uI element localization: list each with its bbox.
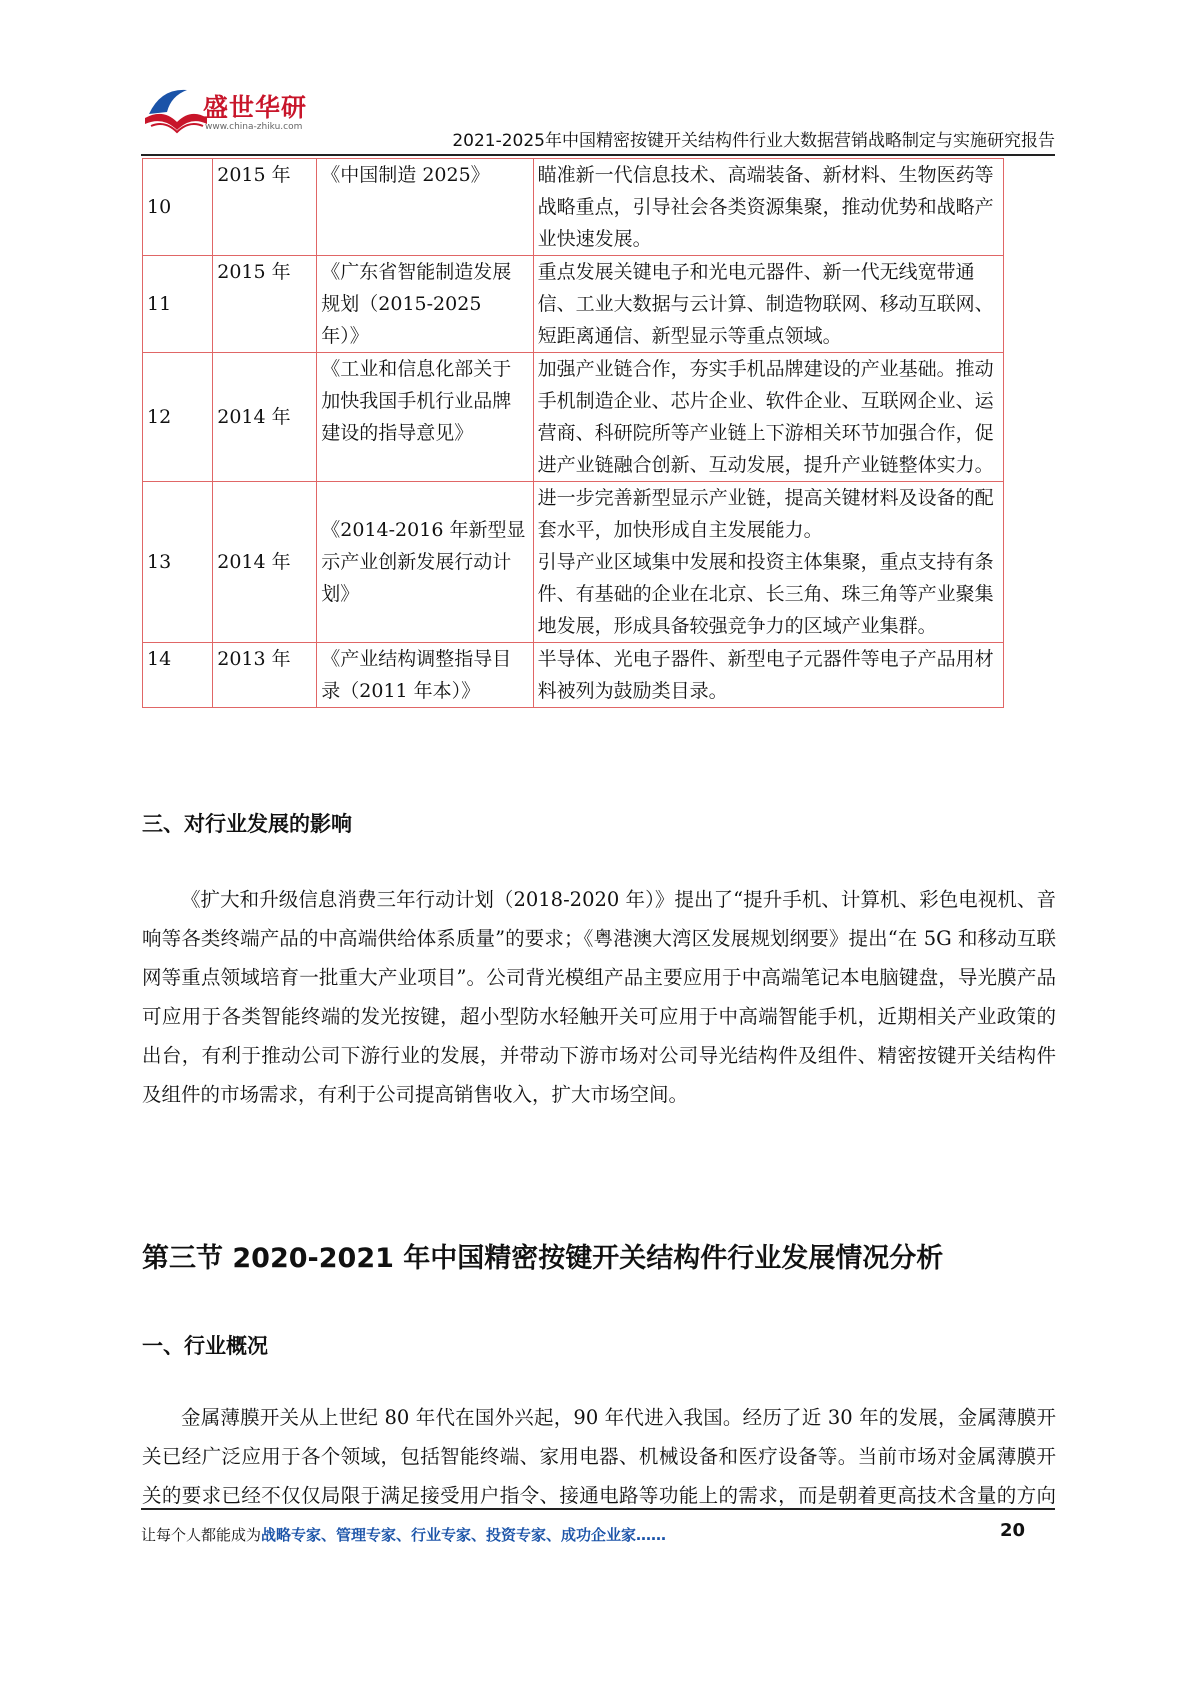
company-logo	[141, 78, 311, 148]
header-divider	[141, 154, 1055, 156]
row-year: 2015 年	[213, 256, 317, 353]
row-number: 12	[143, 353, 213, 482]
impact-paragraph: 《扩大和升级信息消费三年行动计划（2018-2020 年）》提出了“提升手机、计算机、彩色电视机、音响等各类终端产品的中高端供给体系质量”的要求；《粤港澳大湾区发展规划纲要》提出“在 5G 和移动互联网等重点领域培育一批重大产业项目”。公司背光模组产品主要应用于中高端笔记本电脑键盘，导光膜产品可应用于各类智能终端的发光按键，超小型防水轻触开关可应用于中高端智能手机，近期相关产业政策的出台，有利于推动公司下游行业的发展，并带动下游市场对公司导光结构件及组件、精密按键开关结构件及组件的市场需求，有利于公司提高销售收入，扩大市场空间。	[142, 888, 1056, 1106]
row-policy-name: 《2014-2016 年新型显示产业创新发展行动计划》	[317, 482, 533, 643]
page-header	[141, 78, 1055, 158]
row-number: 14	[143, 643, 213, 708]
page-number: 20	[1000, 1520, 1026, 1541]
footer-slogan	[141, 1524, 666, 1545]
row-description: 重点发展关键电子和光电元器件、新一代无线宽带通信、工业大数据与云计算、制造物联网、移动互联网、短距离通信、新型显示等重点领域。	[533, 256, 1003, 353]
overview-paragraph: 金属薄膜开关从上世纪 80 年代在国外兴起，90 年代进入我国。经历了近 30 年的发展，金属薄膜开关已经广泛应用于各个领域，包括智能终端、家用电器、机械设备和医疗设备等。当前市场对金属薄膜开关的要求已经不仅仅局限于满足接受用户指令、接通电路等功能上的需求，而是朝着更高技术含量的方向	[142, 1406, 1056, 1507]
table-row	[143, 353, 1004, 482]
row-description: 瞄准新一代信息技术、高端装备、新材料、生物医药等战略重点，引导社会各类资源集聚，推动优势和战略产业快速发展。	[533, 159, 1003, 256]
row-description: 半导体、光电子器件、新型电子元器件等电子产品用材料被列为鼓励类目录。	[533, 643, 1003, 708]
row-year: 2014 年	[213, 353, 317, 482]
slogan-highlight: 战略专家、管理专家、行业专家、投资专家、成功企业家……	[261, 1526, 667, 1544]
table-row	[143, 482, 1004, 643]
logo-url: www.china-zhiku.com	[205, 122, 303, 132]
row-number: 11	[143, 256, 213, 353]
row-policy-name: 《广东省智能制造发展规划（2015-2025 年）》	[317, 256, 533, 353]
row-year: 2013 年	[213, 643, 317, 708]
table-row	[143, 159, 1004, 256]
chapter-section-title: 第三节 2020-2021 年中国精密按键开关结构件行业发展情况分析	[142, 1243, 944, 1274]
slogan-prefix: 让每个人都能成为	[141, 1526, 262, 1544]
row-year: 2014 年	[213, 482, 317, 643]
row-year: 2015 年	[213, 159, 317, 256]
logo-text: 盛世华研	[203, 93, 308, 122]
table-row	[143, 643, 1004, 708]
row-number: 13	[143, 482, 213, 643]
footer-divider	[141, 1508, 1055, 1510]
policy-table	[142, 158, 1004, 708]
table-row	[143, 256, 1004, 353]
sub-heading-overview: 一、行业概况	[142, 1334, 268, 1358]
row-policy-name: 《中国制造 2025》	[317, 159, 533, 256]
row-policy-name: 《产业结构调整指导目录（2011 年本）》	[317, 643, 533, 708]
row-description: 进一步完善新型显示产业链，提高关键材料及设备的配套水平，加快形成自主发展能力。 引导产业区域集中发展和投资主体集聚，重点支持有条件、有基础的企业在北京、长三角、珠三角等产业聚集地发展，形成具备较强竞争力的区域产业集群。	[533, 482, 1003, 643]
logo-book-icon	[141, 78, 211, 138]
report-title: 2021-2025年中国精密按键开关结构件行业大数据营销战略制定与实施研究报告	[452, 131, 1055, 151]
section-heading-impact: 三、对行业发展的影响	[142, 812, 352, 836]
row-number: 10	[143, 159, 213, 256]
row-policy-name: 《工业和信息化部关于加快我国手机行业品牌建设的指导意见》	[317, 353, 533, 482]
policy-table-body	[143, 159, 1004, 708]
row-description: 加强产业链合作，夯实手机品牌建设的产业基础。推动手机制造企业、芯片企业、软件企业、互联网企业、运营商、科研院所等产业链上下游相关环节加强合作，促进产业链融合创新、互动发展，提升产业链整体实力。	[533, 353, 1003, 482]
